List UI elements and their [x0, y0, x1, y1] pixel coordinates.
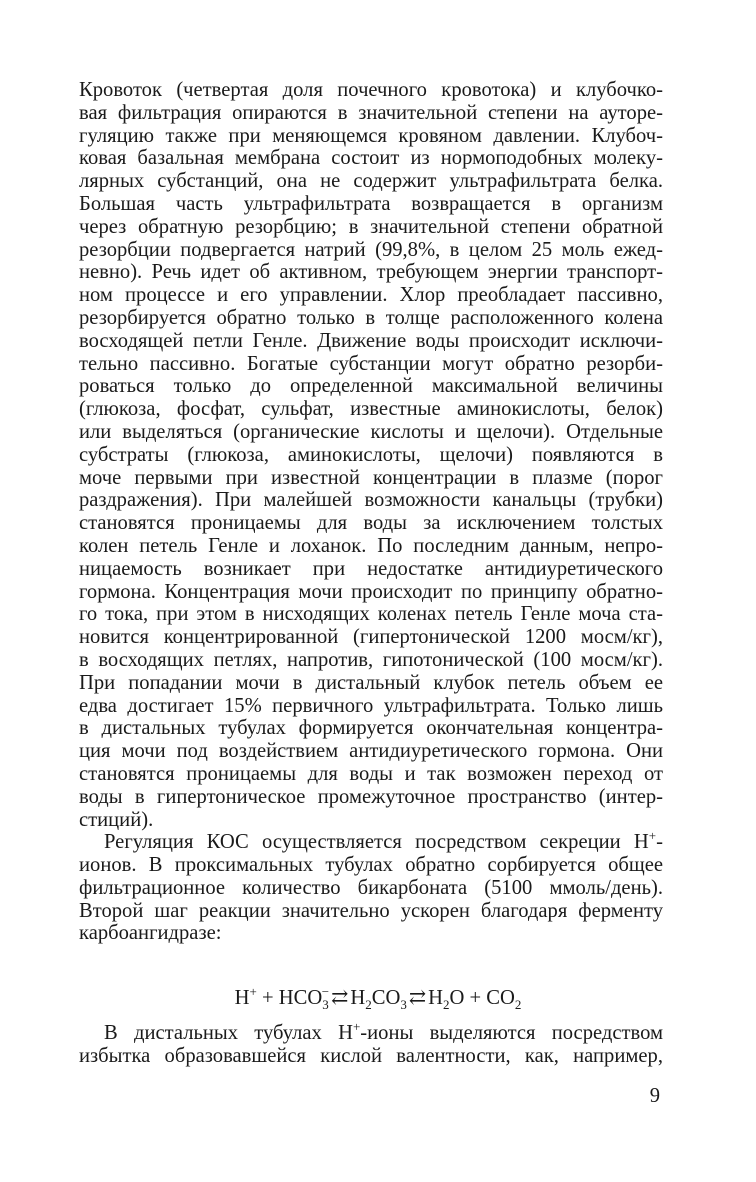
text-line: в восходящих петлях, напротив, гипотонической (100 мосм/кг).	[79, 648, 663, 671]
text-line: ницаемость возникает при недостатке антидиуретического	[79, 557, 663, 580]
text-line: становятся проницаемы для воды и так возможен переход от	[79, 762, 663, 785]
formula-sub: 2	[514, 997, 522, 1013]
formula-sub: 2	[365, 997, 372, 1013]
formula-sub: 2	[442, 997, 450, 1013]
para2-line1-sup: +	[648, 828, 657, 844]
paragraph-distal	[79, 1019, 664, 1068]
text-line	[79, 828, 663, 854]
text-line: При попадании мочи в дистальный клубок петель объем ее	[79, 671, 663, 694]
text-line: карбоангидразе:	[79, 922, 222, 945]
text-line: лярных субстанций, она не содержит ультрафильтрата белка.	[79, 170, 663, 193]
paragraph-main	[79, 79, 663, 945]
formula-part: H	[234, 987, 250, 1009]
text-line: роваться только до определенной максимальной величины	[79, 375, 663, 398]
text-line: едва достигает 15% первичного ультрафильтрата. Только лишь	[79, 694, 663, 717]
para3-line1-a: В дистальных тубулах H	[104, 1022, 353, 1044]
text-line: колен петель Генле и лоханок. По последним данным, непро-	[79, 534, 663, 557]
text-line: невно). Речь идет об активном, требующем энергии транспорт-	[79, 261, 663, 284]
formula-sup: −	[321, 984, 330, 1000]
text-line: (глюкоза, фосфат, сульфат, известные аминокислоты, белок)	[79, 398, 663, 421]
text-line: субстраты (глюкоза, аминокислоты, щелочи) появляются в	[79, 443, 663, 466]
text-line: резорбируется обратно только в толще расположенного колена	[79, 306, 663, 329]
text-line: воды в гипертоническое промежуточное пространство (интер-	[79, 785, 663, 808]
para3-line1-sup: +	[352, 1019, 361, 1035]
para2-line1-text: Регуляция КОС осуществляется посредством секреции H	[104, 831, 649, 854]
para2-line1-tail: -	[656, 831, 663, 854]
page-number: 9	[649, 1085, 660, 1107]
text-line: резорбции подвергается натрий (99,8%, в целом 25 моль ежед-	[79, 238, 663, 261]
formula-part: H	[428, 987, 443, 1009]
formula-sub: 3	[400, 997, 407, 1013]
text-line: Второй шаг реакции значительно ускорен благодаря ферменту	[79, 899, 663, 922]
formula-part: CO	[371, 987, 401, 1009]
text-line	[79, 1019, 664, 1045]
text-line: тельно пассивно. Богатые субстанции могут обратно резорби-	[79, 352, 663, 375]
text-line: ция мочи под воздействием антидиуретического гормона. Они	[79, 740, 663, 763]
formula-part: HCO	[278, 987, 323, 1009]
text-line: моче первыми при известной концентрации в плазме (порог	[79, 466, 663, 489]
text-line: становятся проницаемы для воды за исключением толстых	[79, 512, 663, 535]
text-line: гормона. Концентрация мочи происходит по принципу обратно-	[79, 580, 663, 603]
text-line: Большая часть ультрафильтрата возвращается в организм	[79, 192, 663, 215]
formula-part: +	[256, 987, 279, 1009]
formula-sup: +	[249, 984, 257, 1000]
text-line: ионов. В проксимальных тубулах обратно сорбируется общее	[79, 854, 663, 877]
text-line: восходящей петли Генле. Движение воды происходит исключи-	[79, 329, 663, 352]
formula-part: H	[350, 987, 366, 1009]
text-line: избытка образовавшейся кислой валентности, как, например,	[79, 1044, 663, 1067]
text-line: го тока, при этом в нисходящих коленах петель Генле моча ста-	[79, 603, 663, 626]
text-line: вая фильтрация опираются в значительной степени на ауторе-	[79, 101, 663, 124]
equilibrium-arrow-icon: ⇄	[408, 987, 427, 1009]
text-line: ковая базальная мембрана состоит из нормоподобных молеку-	[79, 147, 663, 170]
formula-part: O	[449, 987, 465, 1009]
text-line: раздражения). При малейшей возможности канальцы (трубки)	[79, 489, 663, 512]
text-line: ном процессе и его управлении. Хлор преобладает пассивно,	[79, 284, 663, 307]
chemical-equation	[0, 984, 756, 1013]
formula-part: CO	[486, 987, 515, 1009]
text-line: или выделяться (органические кислоты и щелочи). Отдельные	[79, 420, 663, 443]
text-line: стиций).	[79, 808, 154, 831]
text-line: в дистальных тубулах формируется окончательная концентра-	[79, 717, 663, 740]
equilibrium-arrow-icon: ⇄	[331, 987, 349, 1009]
text-line: новится концентрированной (гипертонической 1200 мосм/кг),	[79, 626, 663, 649]
para3-line1-b: -ионы выделяются посредством	[360, 1022, 664, 1044]
formula-part: +	[464, 987, 487, 1009]
text-line: Кровоток (четвертая доля почечного кровотока) и клубочко-	[79, 79, 663, 101]
text-line: гуляцию также при меняющемся кровяном давлении. Клубоч-	[79, 124, 663, 147]
formula-sub: 3	[322, 997, 329, 1013]
text-line: фильтрационное количество бикарбоната (5100 ммоль/день).	[79, 876, 663, 899]
text-line: через обратную резорбцию; в значительной степени обратной	[79, 215, 663, 238]
